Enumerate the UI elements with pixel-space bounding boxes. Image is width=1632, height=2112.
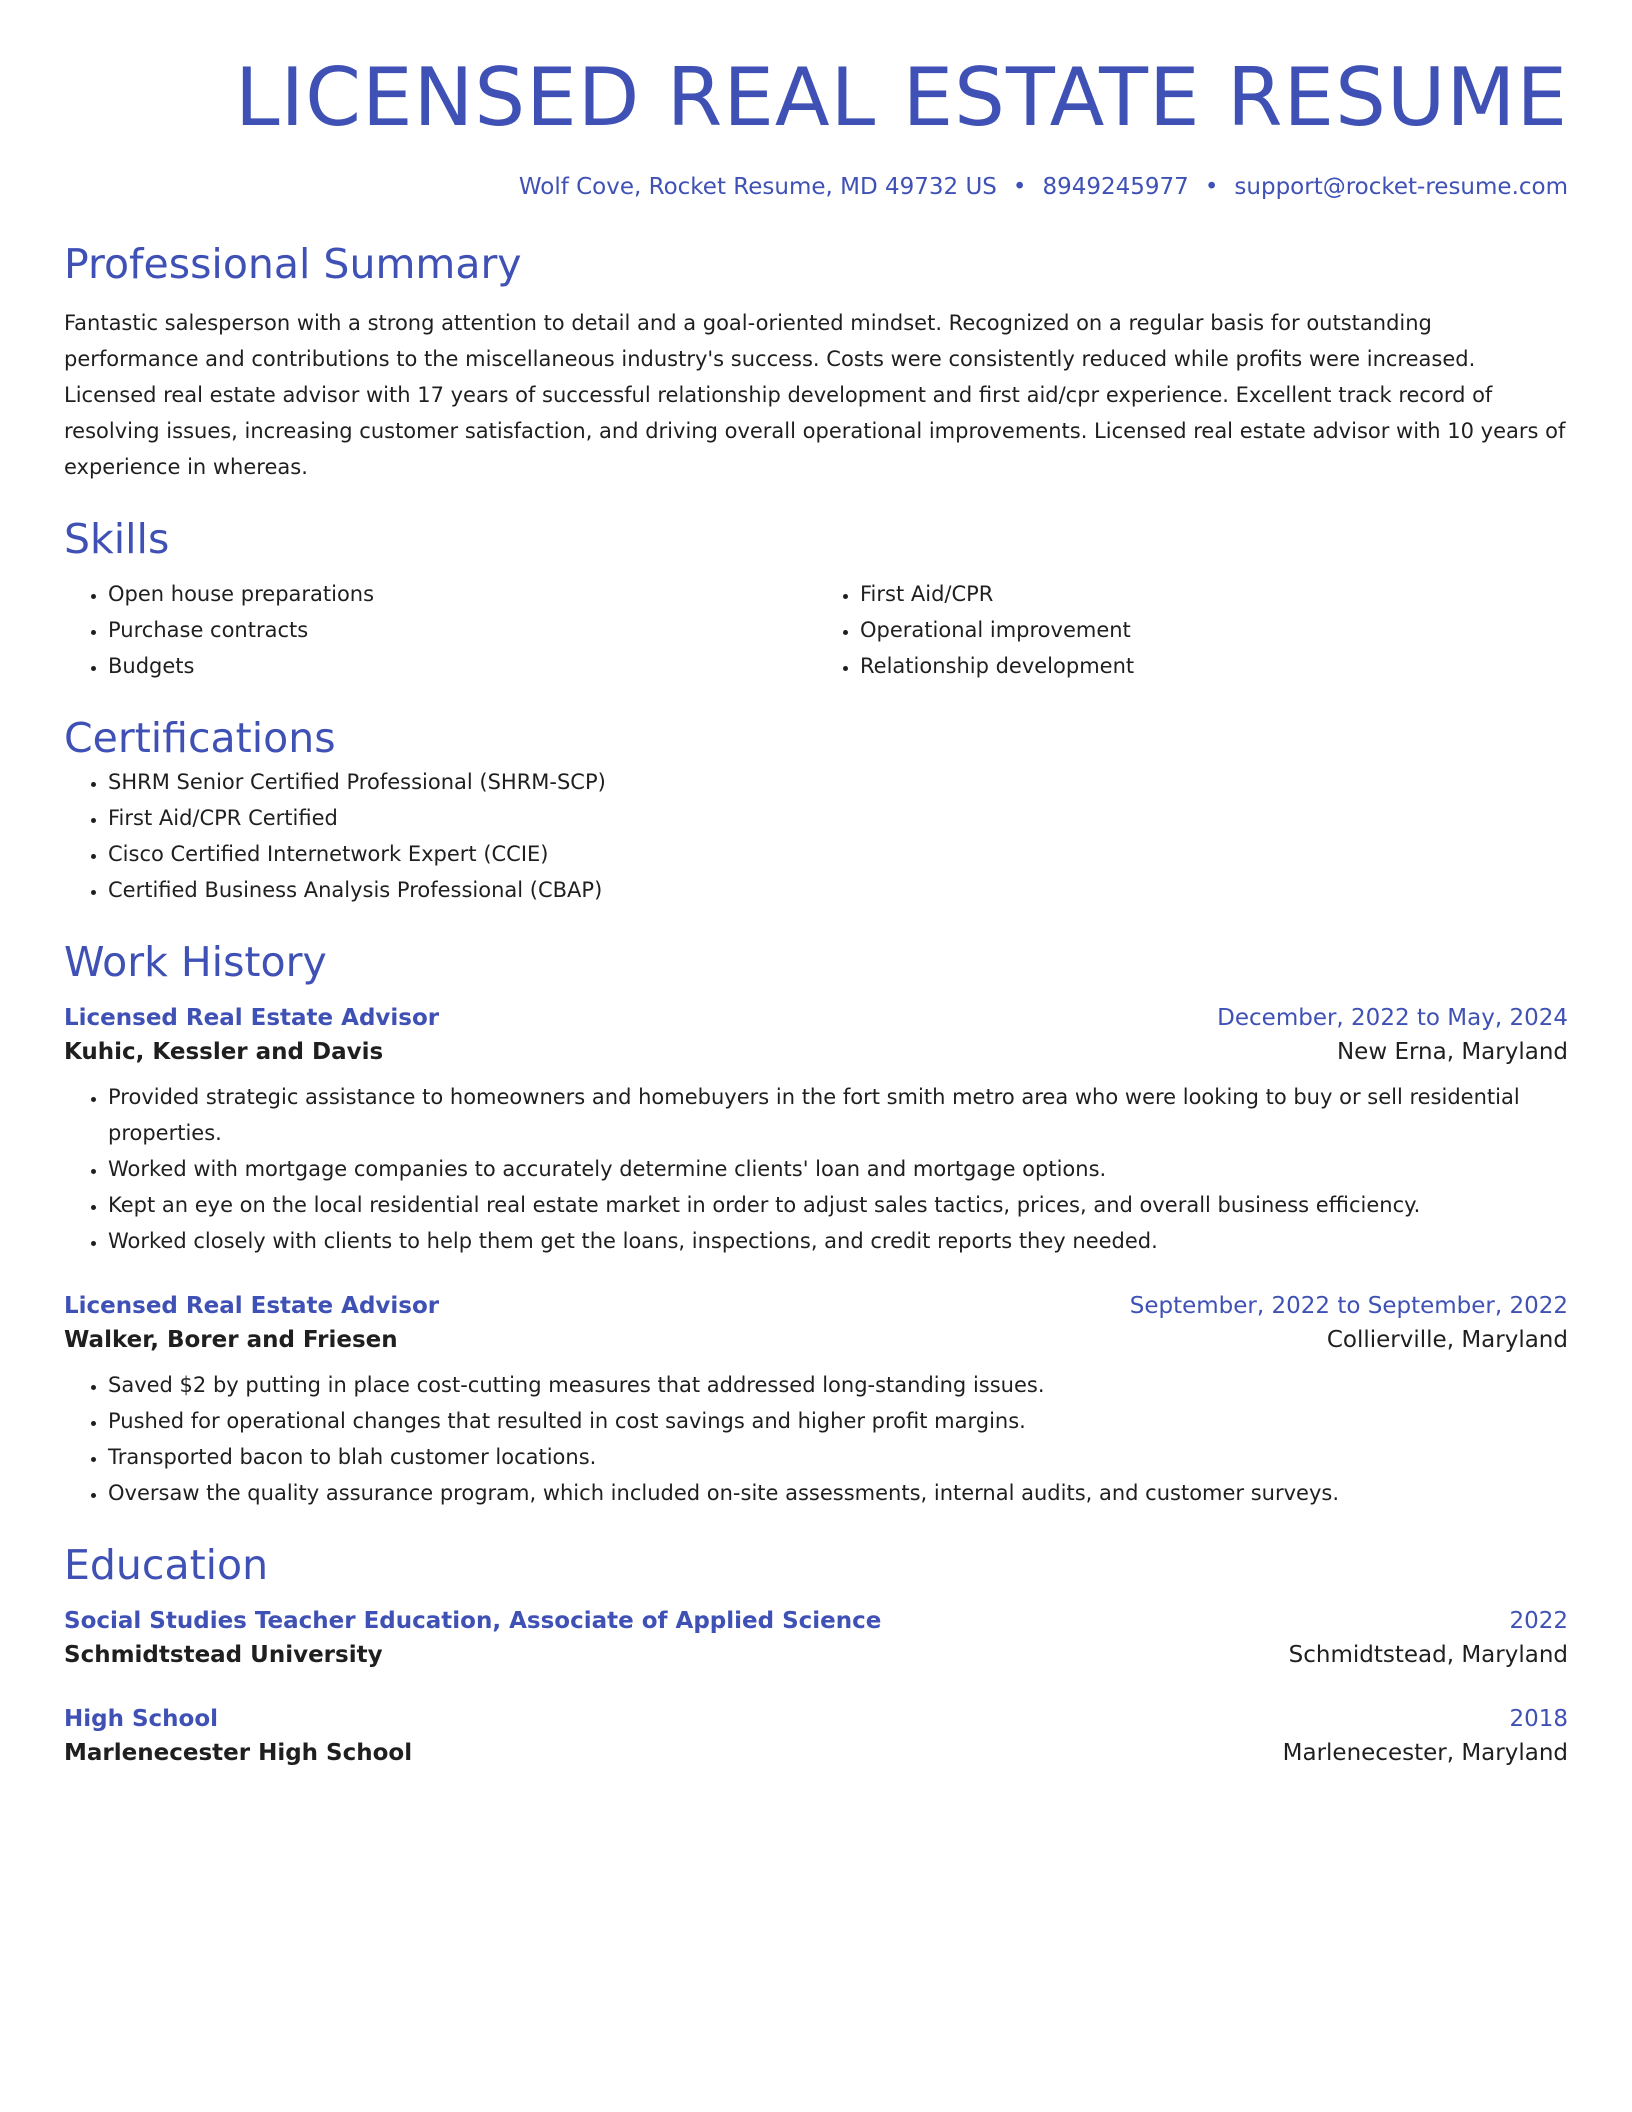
- education-heading: Education: [64, 1540, 269, 1589]
- education-entry: [64, 1608, 1568, 1668]
- education-school-row: [64, 1634, 1568, 1668]
- work-history-heading: Work History: [64, 937, 327, 986]
- education-header-row: [64, 1706, 1568, 1732]
- job-dates: December, 2022 to May, 2024: [1217, 1004, 1568, 1031]
- skill-item: • First Aid/CPR: [860, 576, 1568, 612]
- skill-item: • Purchase contracts: [108, 612, 816, 648]
- skill-item: • Relationship development: [860, 648, 1568, 684]
- job-duty-item: • Transported bacon to blah customer locations.: [108, 1439, 1568, 1475]
- education-school-row: [64, 1732, 1568, 1766]
- skills-list: [64, 576, 1568, 684]
- job-entry: [64, 1005, 1568, 1259]
- certification-item: • SHRM Senior Certified Professional (SHRM-SCP): [108, 764, 1568, 800]
- contact-phone: 8949245977: [1042, 174, 1189, 200]
- job-duty-item: • Provided strategic assistance to homeowners and homebuyers in the fort smith metro area who were looking to buy or sell residential properties.: [108, 1079, 1568, 1151]
- separator-dot: •: [1204, 174, 1219, 200]
- skills-heading: Skills: [64, 515, 170, 564]
- job-company-row: [64, 1319, 1568, 1353]
- job-location: New Erna, Maryland: [1336, 1038, 1568, 1065]
- job-dates: September, 2022 to September, 2022: [1129, 1292, 1568, 1319]
- job-company-row: [64, 1031, 1568, 1065]
- job-header-row: [64, 1005, 1568, 1031]
- education-entry: [64, 1706, 1568, 1766]
- separator-dot: •: [1012, 174, 1027, 200]
- certifications-heading: Certifications: [64, 714, 336, 763]
- education-degree: High School: [64, 1705, 219, 1732]
- certification-item: • Certified Business Analysis Professional (CBAP): [108, 872, 1568, 908]
- certification-item: • Cisco Certified Internetwork Expert (CCIE): [108, 836, 1568, 872]
- job-duty-item: • Oversaw the quality assurance program, which included on-site assessments, internal audits, and customer surveys.: [108, 1475, 1568, 1511]
- education-year: 2022: [1509, 1607, 1568, 1634]
- job-company: Walker, Borer and Friesen: [64, 1326, 398, 1353]
- education-location: Schmidtstead, Maryland: [1288, 1641, 1568, 1668]
- contact-email: support@rocket-resume.com: [1234, 174, 1568, 200]
- job-duty-item: • Saved $2 by putting in place cost-cutting measures that addressed long-standing issues.: [108, 1367, 1568, 1403]
- skills-column-left: [64, 576, 816, 684]
- job-title: Licensed Real Estate Advisor: [64, 1004, 440, 1031]
- job-duties: [64, 1079, 1568, 1259]
- job-duty-item: • Worked closely with clients to help them get the loans, inspections, and credit reports they needed.: [108, 1223, 1568, 1259]
- job-location: Collierville, Maryland: [1326, 1326, 1568, 1353]
- skills-column-right: [816, 576, 1568, 684]
- education-school: Marlenecester High School: [64, 1739, 413, 1766]
- resume-title: LICENSED REAL ESTATE RESUME: [234, 51, 1568, 144]
- job-duty-item: • Kept an eye on the local residential real estate market in order to adjust sales tactics, prices, and overall business efficiency.: [108, 1187, 1568, 1223]
- job-duties: [64, 1367, 1568, 1511]
- education-school: Schmidtstead University: [64, 1641, 383, 1668]
- skill-item: • Open house preparations: [108, 576, 816, 612]
- summary-heading: Professional Summary: [64, 240, 522, 288]
- contact-address: Wolf Cove, Rocket Resume, MD 49732 US: [518, 174, 997, 200]
- certification-item: • First Aid/CPR Certified: [108, 800, 1568, 836]
- job-company: Kuhic, Kessler and Davis: [64, 1038, 384, 1065]
- contact-line: [64, 174, 1568, 200]
- job-duty-item: • Pushed for operational changes that resulted in cost savings and higher profit margins.: [108, 1403, 1568, 1439]
- job-header-row: [64, 1293, 1568, 1319]
- education-year: 2018: [1509, 1705, 1568, 1732]
- skill-item: • Operational improvement: [860, 612, 1568, 648]
- job-duty-item: • Worked with mortgage companies to accurately determine clients' loan and mortgage options.: [108, 1151, 1568, 1187]
- education-degree: Social Studies Teacher Education, Associate of Applied Science: [64, 1607, 882, 1634]
- education-header-row: [64, 1608, 1568, 1634]
- job-title: Licensed Real Estate Advisor: [64, 1292, 440, 1319]
- education-location: Marlenecester, Maryland: [1282, 1739, 1568, 1766]
- skill-item: • Budgets: [108, 648, 816, 684]
- certifications-list: [64, 764, 1568, 908]
- job-entry: [64, 1293, 1568, 1511]
- summary-text: Fantastic salesperson with a strong attention to detail and a goal-oriented mindset. Recognized on a regular basis for outstanding performance and contributions to the miscellaneous industry's success. Costs were consistently reduced while profits were increased. Licensed real estate advisor with 17 years of successful relationship development and first aid/cpr experience. Excellent track record of resolving issues, increasing customer satisfaction, and driving overall operational improvements. Licensed real estate advisor with 10 years of experience in whereas.: [64, 311, 1566, 480]
